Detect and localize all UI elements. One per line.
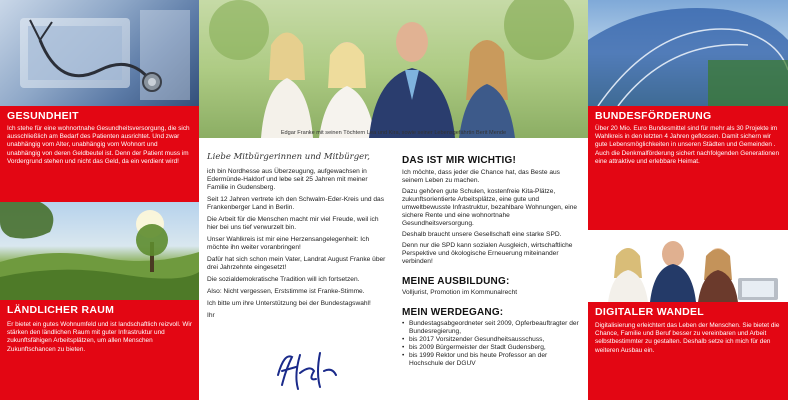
- funding-block: [588, 106, 788, 230]
- letter-paragraph-1: ich bin Nordhesse aus Überzeugung, aufgewachsen in Edermünde-Haldorf und lebe seit 25 Jahren mit meiner Familie in Gudensberg.: [207, 168, 368, 191]
- tent-illustration: [588, 0, 788, 106]
- right-panel: [588, 0, 788, 400]
- digital-block: [588, 302, 788, 400]
- left-panel: [0, 0, 199, 400]
- career-list: [402, 320, 582, 368]
- education-heading: MEINE AUSBILDUNG:: [402, 276, 510, 287]
- letter-paragraph-7: Also: Nicht vergessen, Erststimme ist Franke-Stimme.: [207, 288, 365, 295]
- letter-paragraph-5: Dafür hat sich schon mein Vater, Landrat August Franke über drei Jahrzehnte eingesetzt!: [207, 256, 386, 271]
- rural-text: Er bietet ein gutes Wohnumfeld und ist landschaftlich reizvoll. Wir stärken den ländlichen Raum mit guter Infrastruktur und zukunftsfähigen Arbeitsplätzen, um allen Menschen Zukunftschancen zu bieten.: [7, 321, 192, 353]
- important-heading: DAS IST MIR WICHTIG!: [402, 155, 516, 166]
- letter-paragraph-8: Ich bitte um ihre Unterstützung bei der Bundestagswahl!: [207, 300, 371, 307]
- letter-closing: Ihr: [207, 312, 215, 319]
- letter-paragraph-6: Die sozialdemokratische Tradition will ich fortsetzen.: [207, 276, 360, 283]
- health-text: Ich stehe für eine wohnortnahe Gesundheitsversorgung, die sich ausschließlich am Bedarf des Patienten ausrichtet. Und zwar unabhängig vom Alter, unabhängig vom Wohnort und unabhängig von deren Geldbeutel ist. Denn der Patient muss im Vordergrund stehen und nicht das Geld, da ein verdient wird!: [7, 125, 190, 165]
- letter-paragraph-3: Die Arbeit für die Menschen macht mir viel Freude, weil ich hier bei uns tief verwurzelt bin.: [207, 216, 379, 231]
- career-item: • bis 2009 Bürgermeister der Stadt Gudensberg,: [402, 344, 546, 351]
- rural-title: LÄNDLICHER RAUM: [7, 304, 115, 316]
- stethoscope-icon: [0, 0, 199, 106]
- career-item: • Bundestagsabgeordneter seit 2009, Opferbeauftragter der Bundesregierung,: [402, 320, 579, 335]
- family-photo: [199, 0, 588, 138]
- letter-paragraph-2: Seit 12 Jahren vertrete ich den Schwalm-Eder-Kreis und das Frankenberger Land in Berlin.: [207, 196, 385, 211]
- tent-photo: [588, 0, 788, 106]
- health-block: [0, 106, 199, 202]
- rural-block: [0, 300, 199, 400]
- salutation: Liebe Mitbürgerinnen und Mitbürger,: [207, 152, 371, 162]
- health-photo: [0, 0, 199, 106]
- digital-photo: [588, 230, 788, 302]
- digital-illustration: [588, 230, 788, 302]
- digital-text: Digitalisierung erleichtert das Leben der Menschen. Sie bietet die Chance, Familie und Beruf besser zu vereinbaren und Arbeit selbstbestimmter zu gestalten. Deshalb setze ich mich für den weiteren Ausbau ein.: [595, 322, 780, 354]
- career-heading: MEIN WERDEGANG:: [402, 307, 504, 318]
- family-illustration: [199, 0, 588, 138]
- funding-title: BUNDESFÖRDERUNG: [595, 110, 712, 122]
- important-paragraph-1: Ich möchte, dass jeder die Chance hat, das Beste aus seinem Leben zu machen.: [402, 169, 560, 184]
- important-paragraph-4: Denn nur die SPD kann sozialen Ausgleich, wirtschaftliche Perspektive und ökologische Erneuerung miteinander verbinden!: [402, 242, 573, 265]
- landscape-illustration: [0, 202, 199, 300]
- important-paragraph-2: Dazu gehören gute Schulen, kostenfreie Kita-Plätze, zukunftsorientierte Arbeitsplätze, eine gute und umweltbewusste Infrastruktur, bezahlbare Wohnungen, eine sichere Rente und eine wohnortnahe Gesundheitsversorgung.: [402, 188, 578, 227]
- center-panel: [199, 0, 588, 400]
- education-text: Volljurist, Promotion im Kommunalrecht: [402, 289, 518, 296]
- career-item: • bis 2017 Vorsitzender Gesundheitsausschuss,: [402, 336, 545, 343]
- funding-text: Über 20 Mio. Euro Bundesmittel sind für mehr als 30 Projekte im Wahlkreis in den letzten 4 Jahren geflossen. Damit sichern wir gute Lebensmöglichkeiten in unseren Städten und Gemeinden . Auch die Denkmalförderung sichert nachfolgenden Generationen eine attraktive und erlebbare Heimat.: [595, 125, 780, 165]
- info-column: [402, 155, 582, 368]
- health-title: GESUNDHEIT: [7, 110, 79, 122]
- letter-column: [207, 152, 390, 320]
- career-item: • bis 1999 Rektor und bis heute Professor an der Hochschule der DGUV: [402, 352, 548, 367]
- photo-caption: Edgar Franke mit seinen Töchtern Lea und Kira, sowie seiner Lebensgefährtin Berit Mende: [280, 130, 507, 136]
- signature: [274, 345, 344, 393]
- letter-paragraph-4: Unser Wahlkreis ist mir eine Herzensangelegenheit: Ich möchte ihn weiter voranbringen!: [207, 236, 370, 251]
- digital-title: DIGITALER WANDEL: [595, 306, 705, 318]
- landscape-photo: [0, 202, 199, 300]
- important-paragraph-3: Deshalb braucht unsere Gesellschaft eine starke SPD.: [402, 231, 562, 238]
